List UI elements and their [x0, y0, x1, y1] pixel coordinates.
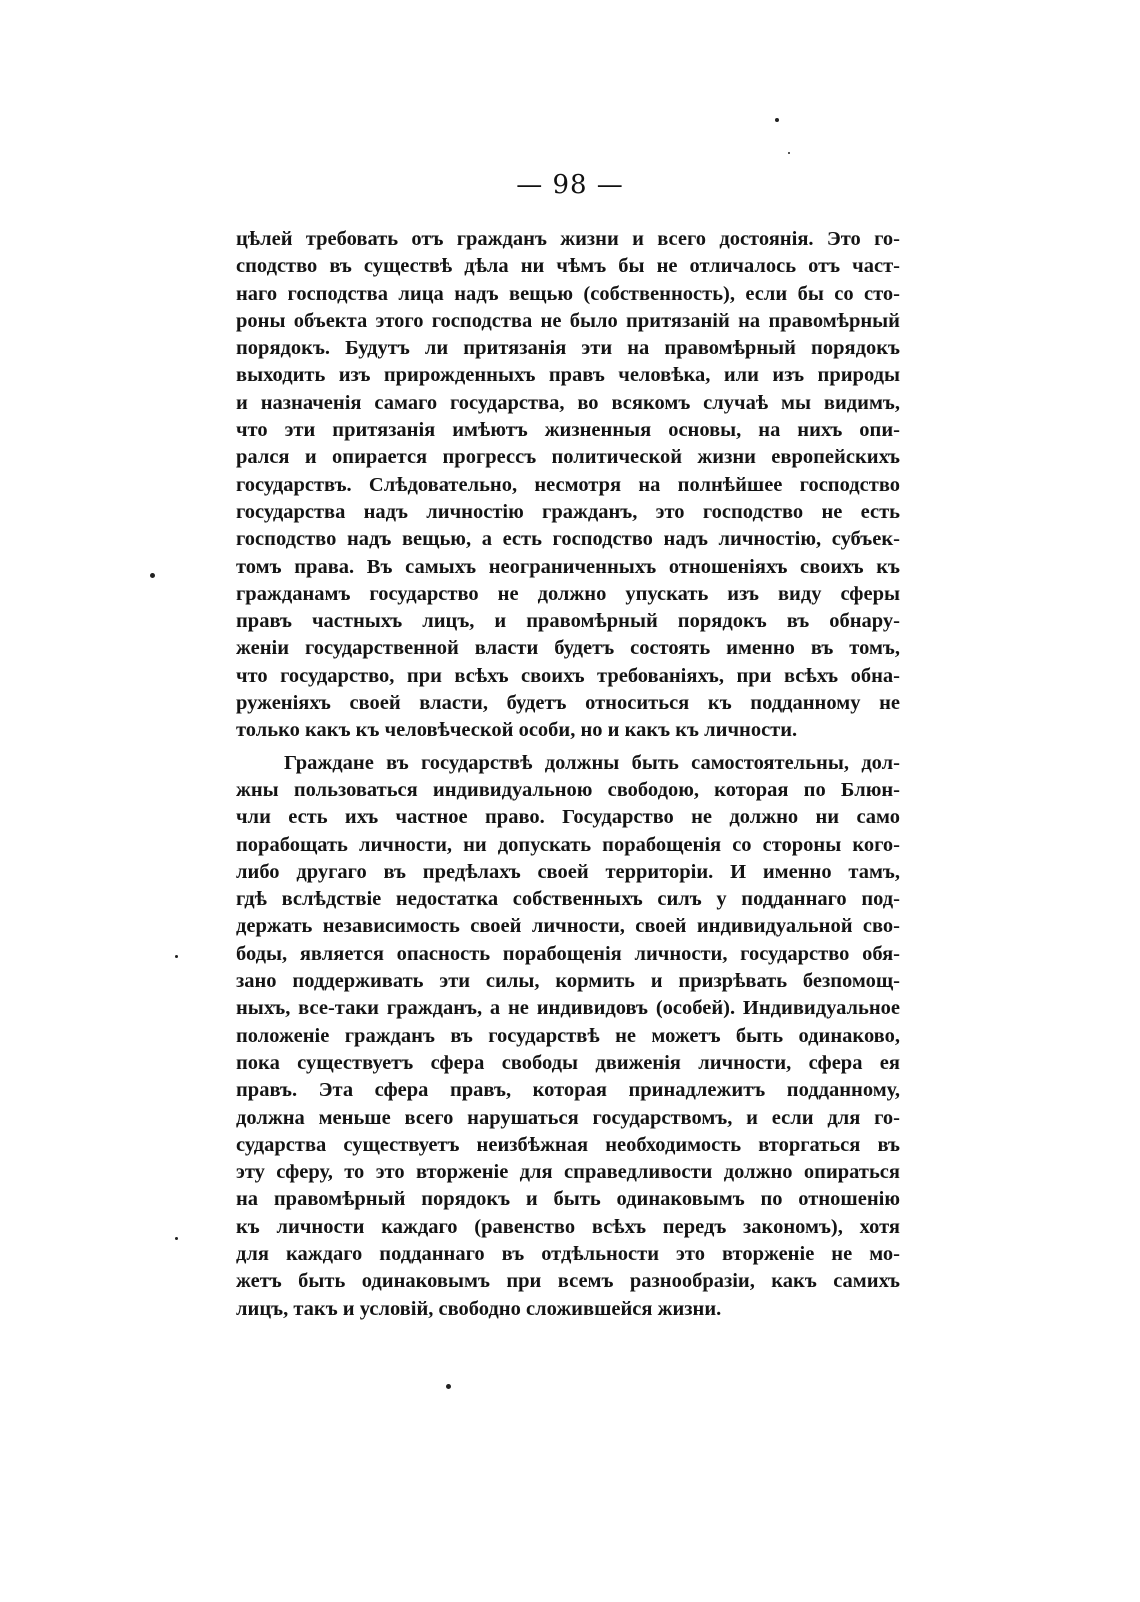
text-line: цѣлей требовать отъ гражданъ жизни и всего достоянія. Это го- — [236, 228, 900, 250]
text-line: на правомѣрный порядокъ и быть одинаковымъ по отношенію — [236, 1188, 900, 1211]
text-line: господство надъ вещью, а есть господство надъ личностію, субъек- — [236, 528, 900, 551]
text-line: порядокъ. Будутъ ли притязанія эти на правомѣрный порядокъ — [236, 337, 900, 360]
text-line: держать независимость своей личности, своей индивидуальной сво- — [236, 915, 900, 938]
scan-speck — [775, 118, 779, 122]
page-number: — 98 — — [516, 170, 624, 200]
scan-speck — [788, 152, 790, 154]
text-line: только какъ къ человѣческой особи, но и какъ къ личности. — [236, 719, 798, 742]
text-line: пока существуетъ сфера свободы движенія личности, сфера ея — [236, 1051, 900, 1074]
text-line: гражданамъ государство не должно упускать изъ виду сферы — [236, 582, 900, 605]
text-line: Граждане въ государствѣ должны быть самостоятельны, дол- — [284, 751, 900, 774]
text-line: боды, является опасность порабощенія личности, государство обя- — [236, 942, 900, 965]
body-text — [236, 226, 900, 1323]
text-line: ныхъ, все-таки гражданъ, а не индивидовъ (особей). Индивидуальное — [236, 997, 900, 1020]
text-line: гдѣ вслѣдствіе недостатка собственныхъ силъ у подданнаго под- — [236, 888, 900, 911]
text-line: и назначенія самаго государства, во всякомъ случаѣ мы видимъ, — [236, 391, 900, 414]
text-line: жетъ быть одинаковымъ при всемъ разнообразіи, какъ самихъ — [236, 1270, 900, 1293]
text-line: роны объекта этого господства не было притязаній на правомѣрный — [236, 309, 900, 332]
text-line: зано поддерживать эти силы, кормить и призрѣвать безпомощ- — [236, 970, 900, 993]
text-line: эту сферу, то это вторженіе для справедливости должно опираться — [236, 1161, 900, 1184]
text-line: къ личности каждаго (равенство всѣхъ передъ закономъ), хотя — [236, 1215, 900, 1238]
text-line: правъ частныхъ лицъ, и правомѣрный порядокъ въ обнару- — [236, 610, 900, 633]
text-line: женіи государственной власти будетъ состоять именно въ томъ, — [236, 637, 900, 660]
text-line: либо другаго въ предѣлахъ своей территоріи. И именно тамъ, — [236, 860, 900, 883]
text-line: сподство въ существѣ дѣла ни чѣмъ бы не отличалось отъ част- — [236, 255, 900, 278]
text-line: порабощать личности, ни допускать порабощенія со стороны кого- — [236, 833, 900, 856]
text-line: правъ. Эта сфера правъ, которая принадлежитъ подданному, — [236, 1079, 900, 1102]
text-line: руженіяхъ своей власти, будетъ относиться къ подданному не — [236, 692, 900, 715]
text-line: что эти притязанія имѣютъ жизненныя основы, на нихъ опи- — [236, 419, 900, 442]
scan-speck — [150, 573, 155, 578]
text-line: томъ права. Въ самыхъ неограниченныхъ отношеніяхъ своихъ къ — [236, 555, 900, 578]
paragraph-1 — [236, 226, 900, 745]
text-line: выходить изъ прирожденныхъ правъ человѣка, или изъ природы — [236, 364, 900, 387]
text-line: чли есть ихъ частное право. Государство не должно ни само — [236, 806, 900, 829]
paragraph-2 — [236, 750, 900, 1323]
text-line: государства надъ личностію гражданъ, это господство не есть — [236, 500, 900, 523]
text-line: жны пользоваться индивидуальною свободою, которая по Блюн- — [236, 778, 900, 801]
scan-speck — [175, 955, 178, 958]
text-line: государствъ. Слѣдовательно, несмотря на полнѣйшее господство — [236, 473, 900, 496]
text-line: положеніе гражданъ въ государствѣ не можетъ быть одинаково, — [236, 1024, 900, 1047]
scan-speck — [446, 1384, 451, 1389]
text-line: для каждаго подданнаго въ отдѣльности это вторженіе не мо- — [236, 1242, 900, 1265]
text-line: должна меньше всего нарушаться государствомъ, и если для го- — [236, 1106, 900, 1129]
scan-speck — [175, 1237, 178, 1240]
text-line: что государство, при всѣхъ своихъ требованіяхъ, при всѣхъ обна- — [236, 664, 900, 687]
text-line: рался и опирается прогрессъ политической жизни европейскихъ — [236, 446, 900, 469]
text-line: наго господства лица надъ вещью (собственность), если бы со сто- — [236, 282, 900, 305]
text-line: лицъ, такъ и условій, свободно сложившейся жизни. — [236, 1297, 722, 1320]
text-line: сударства существуетъ неизбѣжная необходимость вторгаться въ — [236, 1133, 900, 1156]
